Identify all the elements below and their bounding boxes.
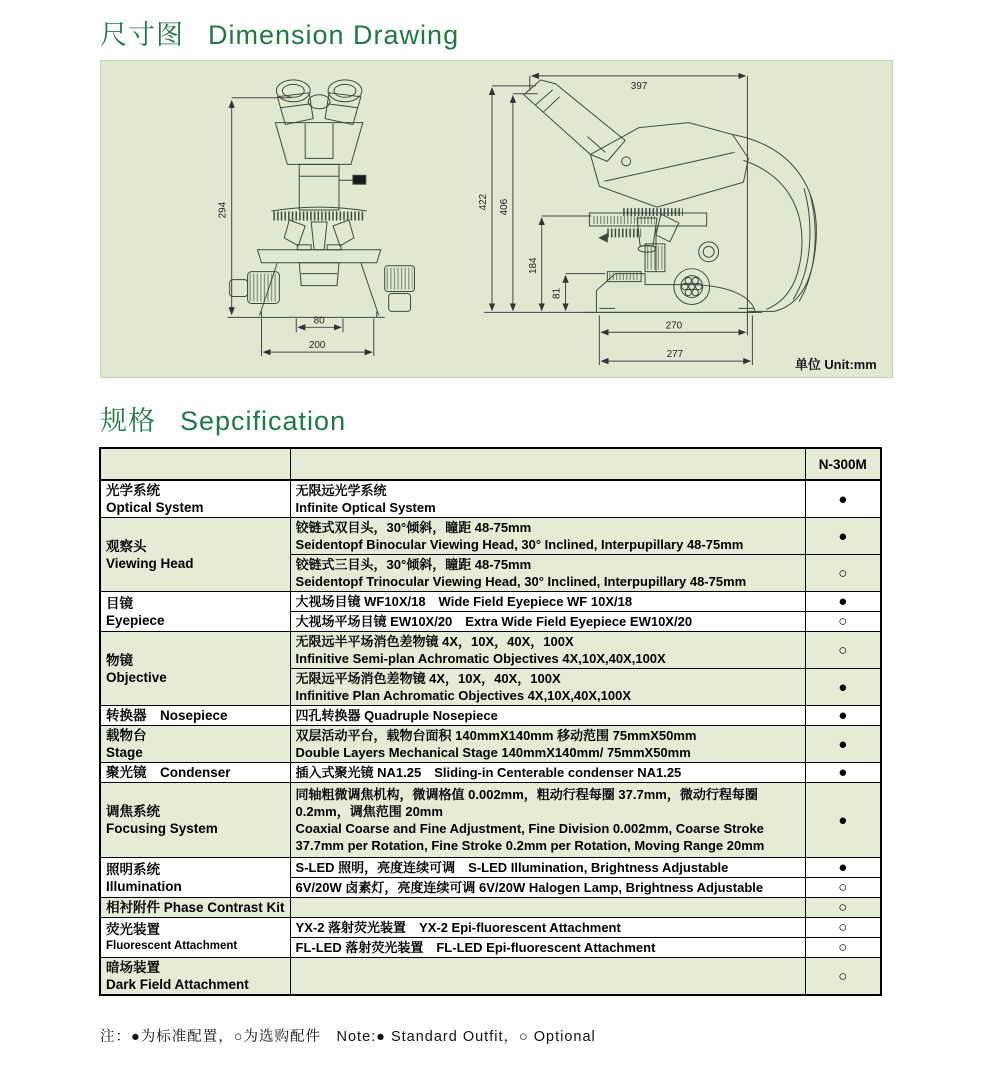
unit-label: 单位 Unit:mm — [794, 357, 877, 373]
availability-mark: ● — [838, 735, 848, 753]
dimension-drawing-panel — [100, 60, 893, 378]
table-row — [100, 858, 881, 878]
availability-mark: ○ — [838, 939, 848, 956]
dim-label-front-width: 200 — [308, 340, 326, 352]
availability-mark: ○ — [838, 919, 848, 936]
dim-label-side-height-stage: 184 — [527, 257, 539, 274]
availability-cell — [805, 592, 881, 612]
section2-title-en: Sepcification — [180, 406, 347, 436]
description-cell: 双层活动平台，载物台面积 140mmX140mm 移动范围 75mmX50mm Double Layers Mechanical Stage 140mmX140mm/ 75mmX50mm — [290, 726, 805, 763]
description-cell: 无限远半平场消色差物镜 4X，10X，40X，100X Infinitive Semi-plan Achromatic Objectives 4X,10X,40X,100X — [290, 632, 805, 669]
availability-cell — [805, 878, 881, 898]
component-cell: 转换器 Nosepiece — [100, 706, 290, 726]
table-row — [100, 480, 881, 518]
availability-cell — [805, 669, 881, 706]
front-view-microscope-drawing — [230, 80, 415, 317]
table-row — [100, 592, 881, 612]
availability-cell — [805, 632, 881, 669]
availability-mark: ○ — [838, 613, 848, 630]
availability-mark: ○ — [838, 967, 848, 985]
component-cell: 调焦系统 Focusing System — [100, 783, 290, 858]
component-cell: 目镜 Eyepiece — [100, 592, 290, 632]
availability-mark: ○ — [838, 879, 848, 896]
component-cell: 暗场装置 Dark Field Attachment — [100, 958, 290, 996]
description-cell: 大视场平场目镜 EW10X/20 Extra Wide Field Eyepiece EW10X/20 — [290, 612, 805, 632]
component-cell: 照明系统 Illumination — [100, 858, 290, 898]
table-row — [100, 726, 881, 763]
availability-mark: ○ — [838, 641, 848, 659]
availability-mark: ● — [838, 859, 848, 876]
header-component — [100, 448, 290, 480]
description-cell: 铰链式三目头，30°倾斜，瞳距 48-75mm Seidentopf Trinocular Viewing Head, 30° Inclined, Interpupillary 48-75mm — [290, 555, 805, 592]
specification-table — [99, 447, 882, 996]
description-cell: 大视场目镜 WF10X/18 Wide Field Eyepiece WF 10X/18 — [290, 592, 805, 612]
description-cell: 插入式聚光镜 NA1.25 Sliding-in Centerable condenser NA1.25 — [290, 763, 805, 783]
component-cell: 光学系统 Optical System — [100, 480, 290, 518]
table-row — [100, 918, 881, 938]
dim-label-front-inner-width: 80 — [313, 315, 325, 327]
description-cell: 同轴粗微调焦机构，微调格值 0.002mm，粗动行程每圈 37.7mm，微动行程每圈 0.2mm，调焦范围 20mm Coaxial Coarse and Fine Adjustment, Fine Division 0.002mm, Coarse Stroke 37.7mm per Rotation, Fine Stroke 0.2mm per Rotation, Moving Range 20mm — [290, 783, 805, 858]
dim-label-side-base-depth: 270 — [665, 320, 683, 332]
dim-label-front-height: 294 — [217, 201, 229, 219]
component-cell: 聚光镜 Condenser — [100, 763, 290, 783]
availability-cell — [805, 706, 881, 726]
availability-cell — [805, 480, 881, 518]
availability-cell — [805, 763, 881, 783]
availability-mark: ● — [838, 811, 848, 829]
availability-mark: ● — [838, 678, 848, 696]
description-cell: 铰链式双目头，30°倾斜，瞳距 48-75mm Seidentopf Binocular Viewing Head, 30° Inclined, Interpupillary 48-75mm — [290, 518, 805, 555]
dim-label-side-depth-top: 397 — [630, 80, 648, 92]
dim-label-side-base-depth-total: 277 — [666, 349, 684, 361]
legend-note: 注：●为标准配置，○为选购配件 Note:● Standard Outfit，○ Optional — [100, 1029, 596, 1045]
description-cell: 无限远平场消色差物镜 4X，10X，40X，100X Infinitive Plan Achromatic Objectives 4X,10X,40X,100X — [290, 669, 805, 706]
availability-cell — [805, 726, 881, 763]
availability-mark: ● — [838, 764, 848, 781]
availability-mark: ○ — [838, 564, 848, 582]
table-row — [100, 958, 881, 996]
section-title-specification — [100, 399, 346, 438]
component-cell: 观察头 Viewing Head — [100, 518, 290, 592]
availability-mark: ● — [838, 527, 848, 545]
table-row — [100, 783, 881, 858]
availability-cell — [805, 938, 881, 958]
availability-cell — [805, 612, 881, 632]
component-cell: 载物台 Stage — [100, 726, 290, 763]
component-cell: 物镜 Objective — [100, 632, 290, 706]
table-row — [100, 706, 881, 726]
description-cell: 无限远光学系统 Infinite Optical System — [290, 480, 805, 518]
description-cell: 6V/20W 卤素灯，亮度连续可调 6V/20W Halogen Lamp, Brightness Adjustable — [290, 878, 805, 898]
availability-cell — [805, 918, 881, 938]
description-cell: 四孔转换器 Quadruple Nosepiece — [290, 706, 805, 726]
dim-label-side-height-total: 422 — [478, 193, 490, 211]
section2-title-zh: 规格 — [100, 406, 156, 436]
description-cell: YX-2 落射荧光装置 YX-2 Epi-fluorescent Attachment — [290, 918, 805, 938]
table-row — [100, 898, 881, 918]
description-cell: S-LED 照明，亮度连续可调 S-LED Illumination, Brightness Adjustable — [290, 858, 805, 878]
description-cell — [290, 898, 805, 918]
availability-cell — [805, 858, 881, 878]
table-row — [100, 763, 881, 783]
availability-mark: ● — [838, 707, 848, 724]
table-row — [100, 518, 881, 555]
availability-mark: ● — [838, 490, 848, 508]
dimension-drawing-svg — [101, 61, 892, 377]
side-view-microscope-drawing — [524, 80, 817, 313]
component-cell: 相衬附件 Phase Contrast Kit — [100, 898, 290, 918]
availability-cell — [805, 555, 881, 592]
header-description — [290, 448, 805, 480]
availability-cell — [805, 958, 881, 996]
dim-label-side-height-base: 81 — [551, 288, 563, 300]
section1-title-zh: 尺寸图 — [100, 20, 184, 50]
section-title-dimension-drawing — [100, 13, 459, 52]
availability-cell — [805, 783, 881, 858]
description-cell — [290, 958, 805, 996]
component-cell: 荧光装置 Fluorescent Attachment — [100, 918, 290, 958]
description-cell: FL-LED 落射荧光装置 FL-LED Epi-fluorescent Attachment — [290, 938, 805, 958]
dim-label-side-height-eyepiece: 406 — [498, 198, 510, 216]
availability-mark: ○ — [838, 899, 848, 916]
table-row — [100, 632, 881, 669]
section1-title-en: Dimension Drawing — [208, 20, 460, 50]
table-header-row — [100, 448, 881, 480]
header-model: N-300M — [805, 448, 881, 480]
availability-cell — [805, 898, 881, 918]
availability-mark: ● — [838, 593, 848, 610]
availability-cell — [805, 518, 881, 555]
